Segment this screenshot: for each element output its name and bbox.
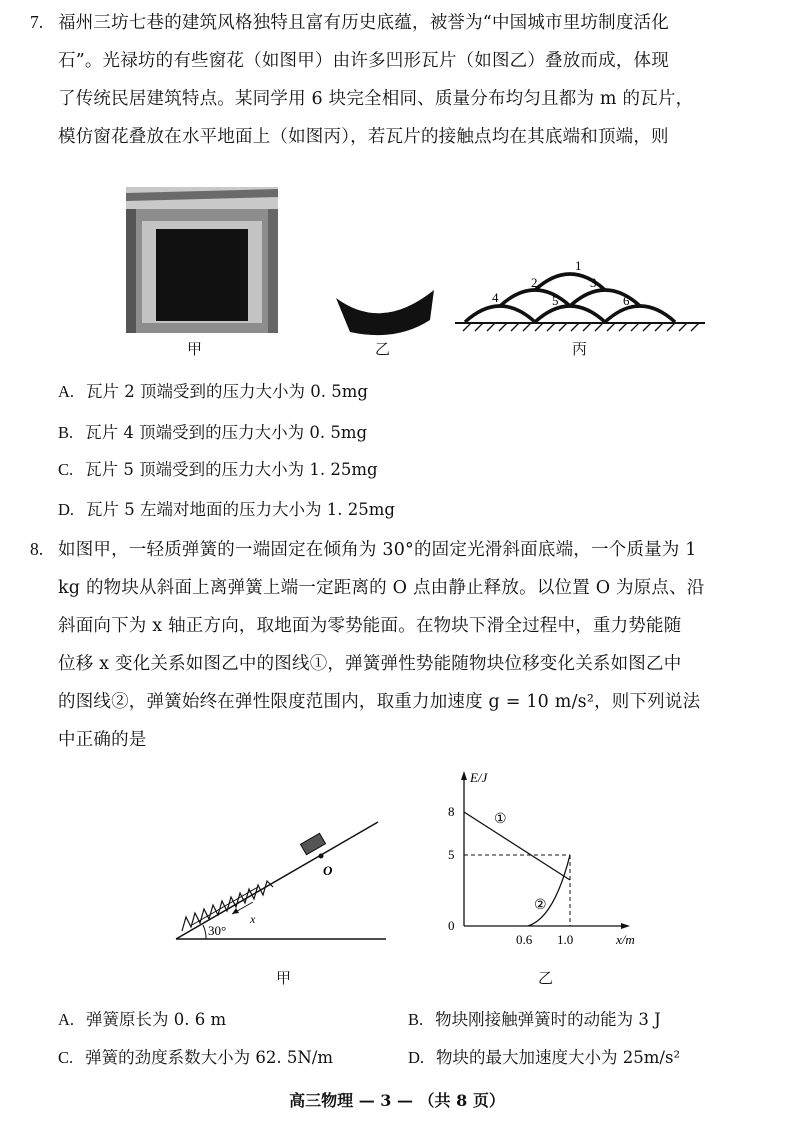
q7-option-a-text: 瓦片 2 顶端受到的压力大小为 0. 5mg [86,382,368,401]
q8-line-1: 如图甲，一轻质弹簧的一端固定在倾角为 30°的固定光滑斜面底端，一个质量为 1 [58,540,697,560]
q7-caption-yi: 乙 [375,340,391,358]
graph-origin-label: 0 [448,918,455,933]
q8-caption-yi: 乙 [538,969,554,987]
incline-axis-label: x [250,912,256,926]
tile-label-3: 3 [590,275,597,290]
q8-line-4: 位移 x 变化关系如图乙中的图线①，弹簧弹性势能随物块位移变化关系如图乙中 [58,654,682,674]
tile-label-6: 6 [623,293,630,308]
q8-caption-jia: 甲 [276,969,292,987]
graph-y-axis-label: E/J [470,770,488,785]
q8-figure-yi-graph [436,768,666,950]
q7-option-c-label: C. [58,460,74,479]
q8-option-a-label: A. [58,1010,75,1029]
q8-option-a[interactable] [58,1006,226,1030]
q7-option-a-label: A. [58,382,75,401]
q7-option-c[interactable] [58,456,378,480]
q7-line-4: 模仿窗花叠放在水平地面上（如图丙），若瓦片的接触点均在其底端和顶端，则 [58,127,669,147]
q7-figure-bing-stack [455,250,705,336]
q8-option-c-text: 弹簧的劲度系数大小为 62. 5N/m [85,1048,334,1067]
incline-angle-label: 30° [208,923,227,938]
q8-number: 8. [30,539,44,559]
q8-option-b-label: B. [408,1010,424,1029]
graph-x-tick-1-0: 1.0 [557,932,574,947]
q8-line-3: 斜面向下为 x 轴正方向，取地面为零势能面。在物块下滑全过程中，重力势能随 [58,616,682,636]
graph-x-tick-0-6: 0.6 [516,932,533,947]
tile-label-2: 2 [531,275,538,290]
q8-option-c-label: C. [58,1048,74,1067]
q7-number: 7. [30,12,44,32]
q7-caption-bing: 丙 [572,340,588,358]
q7-line-2: 石”。光禄坊的有些窗花（如图甲）由许多凹形瓦片（如图乙）叠放而成，体现 [58,51,669,71]
graph-curve-label-1: ① [494,812,507,827]
q8-option-d-label: D. [408,1048,425,1067]
q8-line-5: 的图线②，弹簧始终在弹性限度范围内，取重力加速度 g = 10 m/s²，则下列说法 [58,692,701,712]
q7-option-d[interactable] [58,496,395,520]
q8-option-b-text: 物块刚接触弹簧时的动能为 3 J [435,1010,661,1029]
q8-option-c[interactable] [58,1044,333,1068]
q7-option-d-text: 瓦片 5 左端对地面的压力大小为 1. 25mg [86,500,395,519]
q8-option-d[interactable] [408,1044,680,1068]
q7-option-b[interactable] [58,419,367,443]
q8-line-6: 中正确的是 [58,730,147,750]
q7-stem [58,4,766,156]
tile-label-5: 5 [552,293,559,308]
q7-line-3: 了传统民居建筑特点。某同学用 6 块完全相同、质量分布均匀且都为 m 的瓦片， [58,89,694,109]
q7-option-c-text: 瓦片 5 顶端受到的压力大小为 1. 25mg [85,460,378,479]
graph-curve-label-2: ② [534,898,547,913]
q8-figure-jia-incline [170,805,390,945]
q7-option-d-label: D. [58,500,75,519]
q7-option-b-label: B. [58,423,74,442]
q8-option-d-text: 物块的最大加速度大小为 25m/s² [436,1048,681,1067]
q8-option-b[interactable] [408,1006,661,1030]
q7-figure-yi-tile [330,282,440,338]
q7-figure-jia-photo [126,187,278,333]
tile-label-1: 1 [575,258,582,273]
graph-y-tick-5: 5 [448,847,455,862]
q7-line-1: 福州三坊七巷的建筑风格独特且富有历史底蕴，被誉为“中国城市里坊制度活化 [58,13,669,33]
page-footer: 高三物理 — 3 — （共 8 页） [289,1091,505,1110]
q8-line-2: kg 的物块从斜面上离弹簧上端一定距离的 O 点由静止释放。以位置 O 为原点、沿 [58,578,705,598]
tile-label-4: 4 [492,290,499,305]
q8-stem [58,531,766,759]
q8-option-a-text: 弹簧原长为 0. 6 m [86,1010,227,1029]
q7-caption-jia: 甲 [187,340,203,358]
graph-x-axis-label: x/m [616,932,635,947]
graph-y-tick-8: 8 [448,804,455,819]
incline-point-label: O [323,863,333,878]
q7-option-b-text: 瓦片 4 顶端受到的压力大小为 0. 5mg [85,423,368,442]
q7-option-a[interactable] [58,378,368,402]
